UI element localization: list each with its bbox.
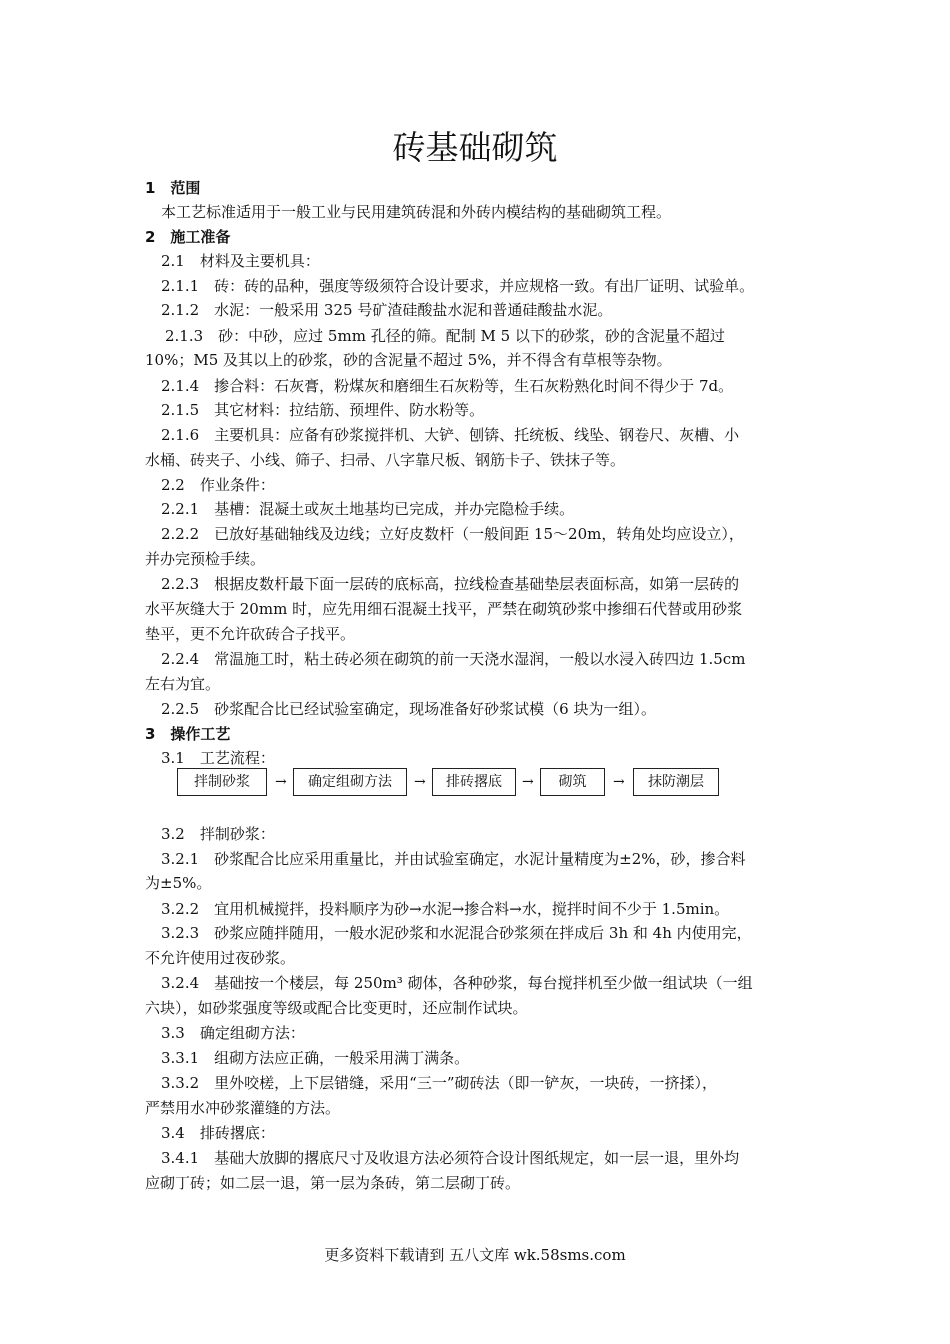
flow-step-mix-mortar: 拌制砂浆 <box>177 768 267 796</box>
body-text-line: 2.2.3 根据皮数杆最下面一层砖的底标高，拉线检查基础垫层表面标高，如第一层砖的 <box>161 575 740 593</box>
body-text-line: 本工艺标准适用于一般工业与民用建筑砖混和外砖内模结构的基础砌筑工程。 <box>161 203 672 221</box>
body-text-line: 3.3 确定组砌方法： <box>161 1024 305 1042</box>
body-text-line: 2.2 作业条件： <box>161 476 275 494</box>
body-text-line: 3.2 拌制砂浆： <box>161 825 275 843</box>
body-text-line: 2.1 材料及主要机具： <box>161 252 320 270</box>
flow-step-bond-method: 确定组砌方法 <box>293 768 407 796</box>
body-text-line: 3.2.1 砂浆配合比应采用重量比，并由试验室确定，水泥计量精度为±2%，砂，掺合料 <box>161 850 746 868</box>
body-text-line: 六块），如砂浆强度等级或配合比变更时，还应制作试块。 <box>145 999 528 1017</box>
flow-arrow-icon: → <box>522 774 534 790</box>
body-text-line: 3.4.1 基础大放脚的撂底尺寸及收退方法必须符合设计图纸规定，如一层一退，里外均 <box>161 1149 740 1167</box>
body-text-line: 2.2.5 砂浆配合比已经试验室确定，现场准备好砂浆试模（6 块为一组）。 <box>161 700 656 718</box>
body-text-line: 3.2.4 基础按一个楼层，每 250m³ 砌体，各种砂浆，每台搅拌机至少做一组试块（一组 <box>161 974 753 992</box>
section-heading: 1 范围 <box>145 179 201 197</box>
body-text-line: 3.3.2 里外咬槎，上下层错缝，采用“三一”砌砖法（即一铲灰，一块砖，一挤揉）， <box>161 1074 718 1092</box>
body-text-line: 2.1.5 其它材料：拉结筋、预埋件、防水粉等。 <box>161 401 485 419</box>
body-text-line: 2.1.3 砂：中砂，应过 5mm 孔径的筛。配制 M 5 以下的砂浆，砂的含泥量不超过 <box>165 327 725 345</box>
flow-arrow-icon: → <box>275 774 287 790</box>
section-heading: 3 操作工艺 <box>145 725 231 743</box>
body-text-line: 3.2.2 宜用机械搅拌，投料顺序为砂→水泥→掺合料→水，搅拌时间不少于 1.5min。 <box>161 900 730 918</box>
flow-step-masonry: 砌筑 <box>540 768 605 796</box>
flow-arrow-icon: → <box>414 774 426 790</box>
body-text-line: 2.1.4 掺合料：石灰膏，粉煤灰和磨细生石灰粉等，生石灰粉熟化时间不得少于 7d。 <box>161 377 734 395</box>
body-text-line: 3.1 工艺流程： <box>161 749 275 767</box>
section-heading: 2 施工准备 <box>145 228 231 246</box>
body-text-line: 2.1.2 水泥：一般采用 325 号矿渣硅酸盐水泥和普通硅酸盐水泥。 <box>161 301 613 319</box>
body-text-line: 严禁用水冲砂浆灌缝的方法。 <box>145 1099 341 1117</box>
body-text-line: 水桶、砖夹子、小线、筛子、扫帚、八字靠尺板、钢筋卡子、铁抹子等。 <box>145 451 626 469</box>
body-text-line: 2.2.2 已放好基础轴线及边线；立好皮数杆（一般间距 15～20m，转角处均应设立）， <box>161 525 744 543</box>
body-text-line: 应砌丁砖；如二层一退，第一层为条砖，第二层砌丁砖。 <box>145 1174 521 1192</box>
body-text-line: 2.1.1 砖：砖的品种，强度等级须符合设计要求，并应规格一致。有出厂证明、试验单。 <box>161 277 755 295</box>
body-text-line: 10%；M5 及其以上的砂浆，砂的含泥量不超过 5%，并不得含有草根等杂物。 <box>145 351 672 369</box>
body-text-line: 水平灰缝大于 20mm 时，应先用细石混凝土找平，严禁在砌筑砂浆中掺细石代替或用砂浆 <box>145 600 743 618</box>
flow-step-damp-proof: 抹防潮层 <box>633 768 719 796</box>
body-text-line: 左右为宜。 <box>145 675 221 693</box>
body-text-line: 并办完预检手续。 <box>145 550 266 568</box>
body-text-line: 2.2.4 常温施工时，粘土砖必须在砌筑的前一天浇水湿润，一般以水浸入砖四边 1.5cm <box>161 650 746 668</box>
body-text-line: 不允许使用过夜砂浆。 <box>145 949 296 967</box>
body-text-line: 2.1.6 主要机具：应备有砂浆搅拌机、大铲、刨锛、托统板、线坠、钢卷尺、灰槽、小 <box>161 426 740 444</box>
page-footer: 更多资料下载请到 五八文库 wk.58sms.com <box>324 1246 626 1264</box>
document-title: 砖基础砌筑 <box>392 128 558 167</box>
body-text-line: 3.4 排砖撂底： <box>161 1124 275 1142</box>
body-text-line: 2.2.1 基槽：混凝土或灰土地基均已完成，并办完隐检手续。 <box>161 500 575 518</box>
body-text-line: 3.2.3 砂浆应随拌随用，一般水泥砂浆和水泥混合砂浆须在拌成后 3h 和 4h 内使用完， <box>161 924 752 942</box>
flow-step-lay-bottom: 排砖撂底 <box>432 768 516 796</box>
body-text-line: 垫平，更不允许砍砖合子找平。 <box>145 625 356 643</box>
flow-arrow-icon: → <box>613 774 625 790</box>
body-text-line: 为±5%。 <box>145 874 212 892</box>
body-text-line: 3.3.1 组砌方法应正确，一般采用满丁满条。 <box>161 1049 470 1067</box>
